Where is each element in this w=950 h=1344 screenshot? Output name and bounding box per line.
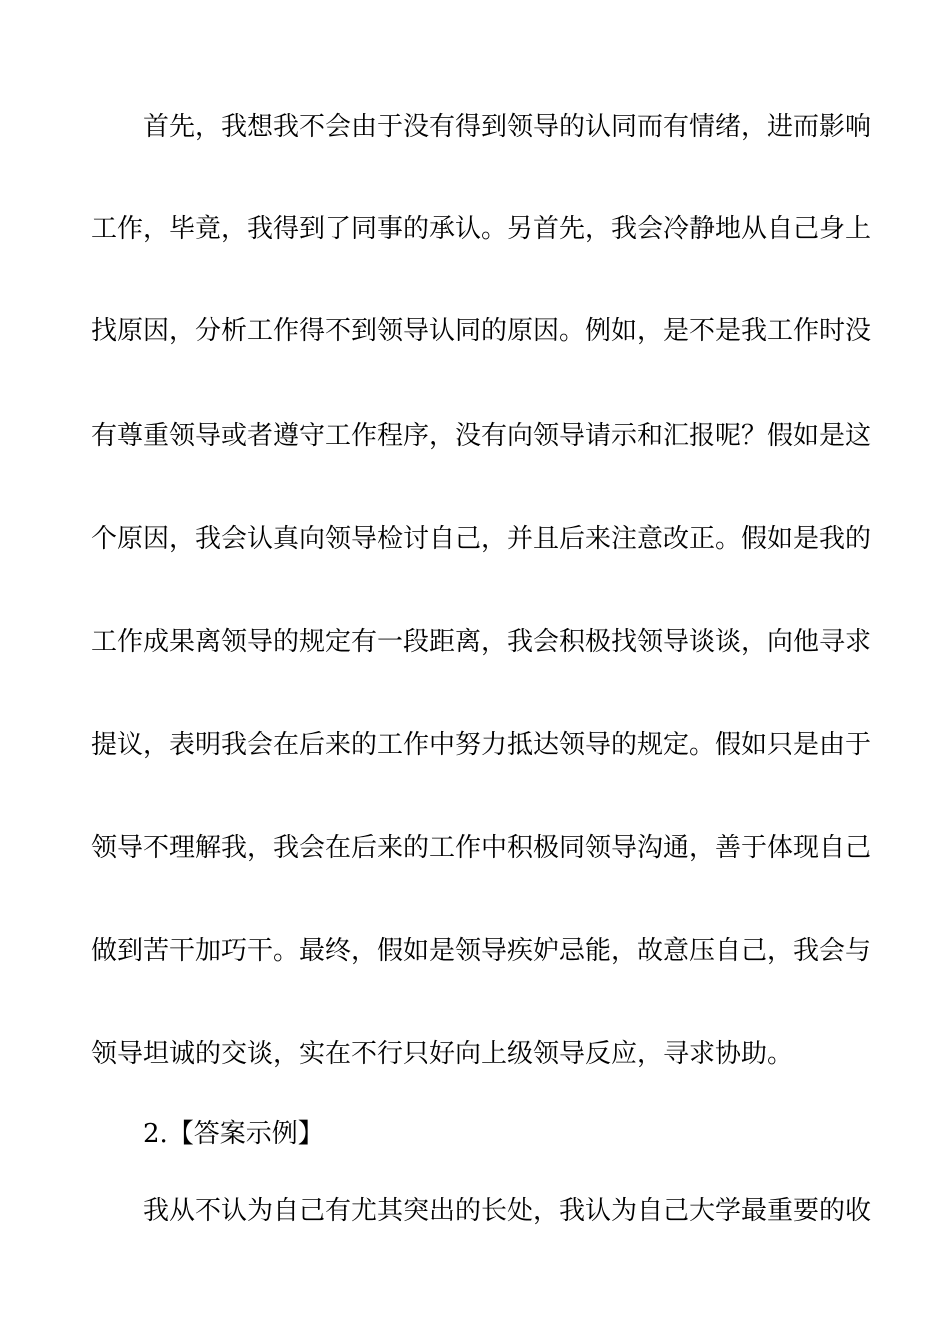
paragraph-line: 工作成果离领导的规定有一段距离，我会积极找领导谈谈，向他寻求 bbox=[91, 627, 872, 657]
paragraph-line: 工作，毕竟，我得到了同事的承认。另首先，我会冷静地从自己身上 bbox=[91, 214, 872, 244]
paragraph-line: 个原因，我会认真向领导检讨自己，并且后来注意改正。假如是我的 bbox=[91, 524, 872, 554]
paragraph-line: 做到苦干加巧干。最终，假如是领导疾妒忌能，故意压自己，我会与 bbox=[91, 936, 872, 966]
paragraph-line: 领导坦诚的交谈，实在不行只好向上级领导反应，寻求协助。 bbox=[91, 1039, 794, 1069]
paragraph-line: 有尊重领导或者遵守工作程序，没有向领导请示和汇报呢？假如是这 bbox=[91, 421, 872, 451]
section-heading: 2.【答案示例】 bbox=[143, 1119, 324, 1149]
paragraph-line: 提议，表明我会在后来的工作中努力抵达领导的规定。假如只是由于 bbox=[91, 730, 872, 760]
paragraph-line: 首先，我想我不会由于没有得到领导的认同而有情绪，进而影响 bbox=[143, 112, 872, 142]
paragraph-line: 找原因，分析工作得不到领导认同的原因。例如，是不是我工作时没 bbox=[91, 316, 872, 346]
paragraph-line: 我从不认为自己有尤其突出的长处，我认为自己大学最重要的收 bbox=[143, 1196, 872, 1226]
paragraph-line: 领导不理解我，我会在后来的工作中积极同领导沟通，善于体现自己 bbox=[91, 833, 872, 863]
